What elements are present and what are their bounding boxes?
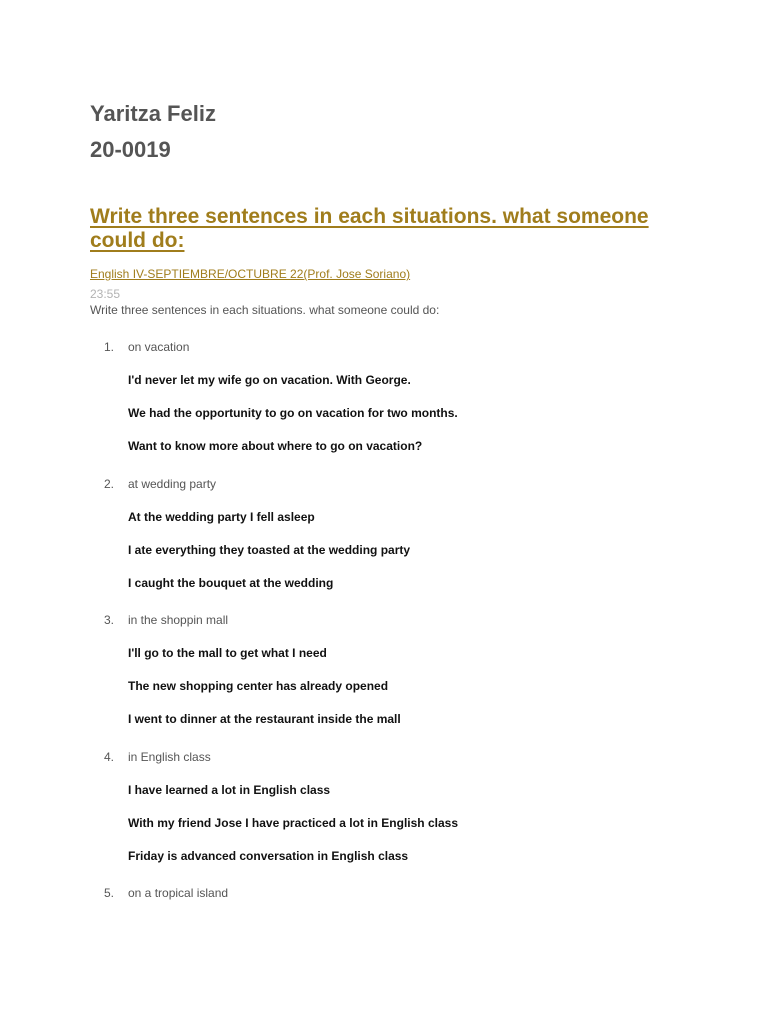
list-item-number: 2.: [104, 477, 115, 491]
example-sentence: I have learned a lot in English class: [128, 783, 331, 797]
post-intro: Write three sentences in each situations. what someone could do:: [90, 303, 440, 317]
example-sentence: I ate everything they toasted at the wedding party: [128, 543, 411, 557]
list-item-number: 3.: [104, 613, 115, 627]
situation-label: at wedding party: [128, 477, 217, 491]
example-sentence: We had the opportunity to go on vacation for two months.: [128, 406, 458, 420]
example-sentence: At the wedding party I fell asleep: [128, 510, 315, 524]
situation-label: in English class: [128, 750, 211, 764]
list-item-number: 4.: [104, 750, 115, 764]
example-sentence: Friday is advanced conversation in English class: [128, 849, 409, 863]
situation-label: on a tropical island: [128, 886, 229, 900]
student-id: 20-0019: [90, 137, 171, 162]
example-sentence: I'll go to the mall to get what I need: [128, 646, 327, 660]
example-sentence: I caught the bouquet at the wedding: [128, 576, 334, 590]
post-title-link[interactable]: Write three sentences in each situations. what someone could do:: [90, 205, 649, 252]
situation-label: in the shoppin mall: [128, 613, 229, 627]
author-name: Yaritza Feliz: [90, 101, 216, 126]
example-sentence: I went to dinner at the restaurant inside the mall: [128, 712, 401, 726]
blog-link[interactable]: English IV-SEPTIEMBRE/OCTUBRE 22(Prof. Jose Soriano): [90, 267, 411, 281]
list-item-number: 5.: [104, 886, 115, 900]
post-timestamp: 23:55: [90, 287, 121, 301]
example-sentence: The new shopping center has already opened: [128, 679, 389, 693]
example-sentence: With my friend Jose I have practiced a lot in English class: [128, 816, 458, 830]
list-item-number: 1.: [104, 340, 115, 354]
example-sentence: I'd never let my wife go on vacation. With George.: [128, 373, 411, 387]
situation-label: on vacation: [128, 340, 190, 354]
example-sentence: Want to know more about where to go on vacation?: [128, 439, 423, 453]
